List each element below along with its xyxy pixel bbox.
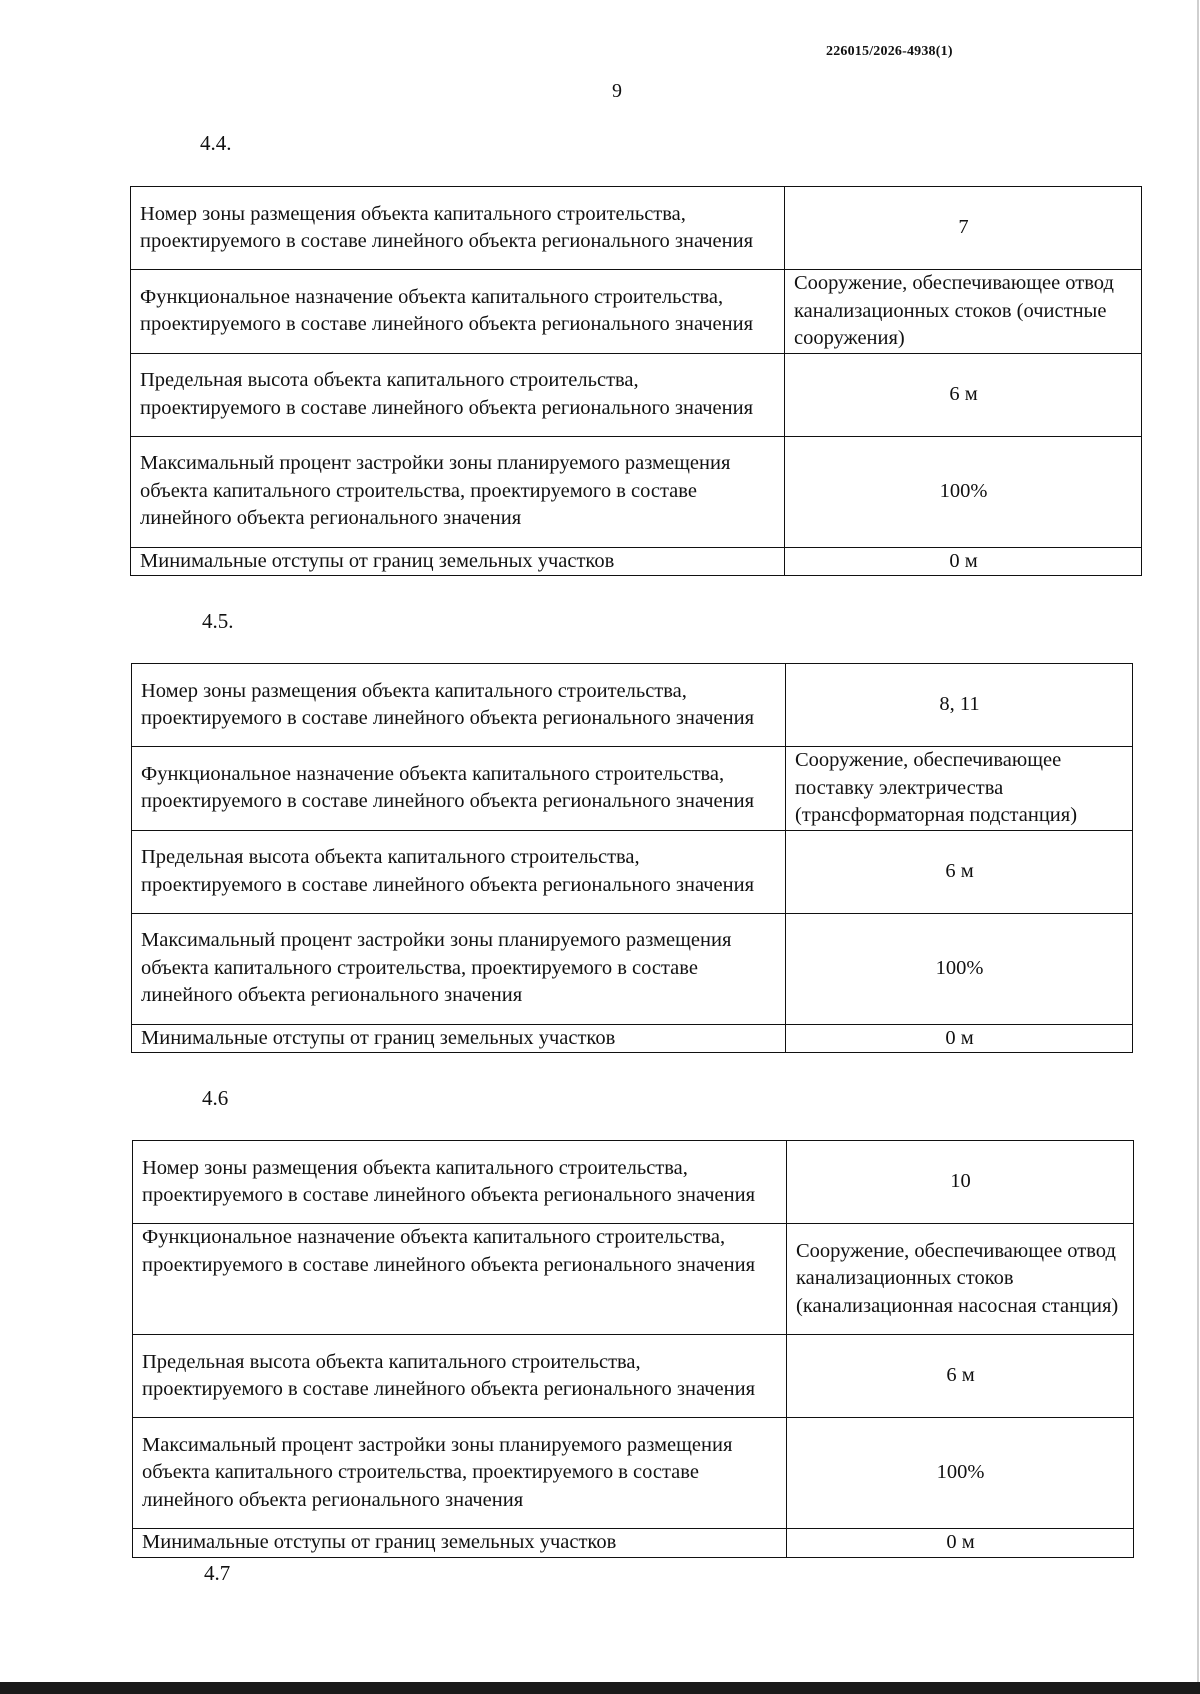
scan-border-bar [0, 1682, 1200, 1694]
row-label: Функциональное назначение объекта капитального строительства, проектируемого в составе линейного объекта регионального значения [133, 1224, 787, 1335]
table-row [132, 747, 1133, 831]
row-value: 100% [787, 1418, 1134, 1529]
properties-table-4-5 [131, 663, 1133, 1053]
table-row [132, 830, 1133, 913]
row-label: Предельная высота объекта капитального строительства, проектируемого в составе линейного объекта регионального значения [131, 353, 785, 436]
table-row [131, 270, 1142, 354]
row-value: Сооружение, обеспечивающее отвод канализационных стоков (канализационная насосная станция) [787, 1224, 1134, 1335]
row-label: Номер зоны размещения объекта капитального строительства, проектируемого в составе линейного объекта регионального значения [133, 1141, 787, 1224]
table-row [132, 664, 1133, 747]
row-label: Минимальные отступы от границ земельных участков [133, 1529, 787, 1558]
table-row [133, 1529, 1134, 1558]
section-label-4-7: 4.7 [204, 1561, 231, 1585]
properties-table-4-4 [130, 186, 1142, 576]
table-row [133, 1335, 1134, 1418]
section-label-4-4: 4.4. [200, 131, 232, 155]
row-value: Сооружение, обеспечивающее отвод канализационных стоков (очистные сооружения) [785, 270, 1142, 354]
row-value: 0 м [786, 1024, 1133, 1053]
row-label: Максимальный процент застройки зоны планируемого размещения объекта капитального строительства, проектируемого в составе линейного объекта регионального значения [132, 913, 786, 1024]
row-value: 6 м [787, 1335, 1134, 1418]
table-row [133, 1418, 1134, 1529]
table-row [131, 436, 1142, 547]
section-label-4-6: 4.6 [202, 1086, 229, 1110]
row-value: 100% [786, 913, 1133, 1024]
row-label: Максимальный процент застройки зоны планируемого размещения объекта капитального строительства, проектируемого в составе линейного объекта регионального значения [133, 1418, 787, 1529]
row-value: 0 м [785, 547, 1142, 576]
document-id: 226015/2026-4938(1) [826, 44, 953, 59]
table-row [133, 1141, 1134, 1224]
page-number: 9 [612, 80, 622, 102]
row-label: Максимальный процент застройки зоны планируемого размещения объекта капитального строительства, проектируемого в составе линейного объекта регионального значения [131, 436, 785, 547]
table-row [133, 1224, 1134, 1335]
table-row [131, 547, 1142, 576]
row-value: 8, 11 [786, 664, 1133, 747]
table-row [131, 353, 1142, 436]
row-label: Номер зоны размещения объекта капитального строительства, проектируемого в составе линейного объекта регионального значения [132, 664, 786, 747]
row-value: 0 м [787, 1529, 1134, 1558]
section-label-4-5: 4.5. [202, 609, 234, 633]
row-label: Номер зоны размещения объекта капитального строительства, проектируемого в составе линейного объекта регионального значения [131, 187, 785, 270]
table-row [132, 913, 1133, 1024]
properties-table-4-6 [132, 1140, 1134, 1558]
row-value: Сооружение, обеспечивающее поставку электричества (трансформаторная подстанция) [786, 747, 1133, 831]
row-value: 6 м [785, 353, 1142, 436]
row-value: 100% [785, 436, 1142, 547]
table-row [131, 187, 1142, 270]
row-label: Функциональное назначение объекта капитального строительства, проектируемого в составе линейного объекта регионального значения [131, 270, 785, 354]
scan-edge-line [1197, 0, 1199, 1682]
row-label: Предельная высота объекта капитального строительства, проектируемого в составе линейного объекта регионального значения [133, 1335, 787, 1418]
row-label: Минимальные отступы от границ земельных участков [132, 1024, 786, 1053]
row-value: 7 [785, 187, 1142, 270]
row-value: 10 [787, 1141, 1134, 1224]
table-row [132, 1024, 1133, 1053]
row-label: Предельная высота объекта капитального строительства, проектируемого в составе линейного объекта регионального значения [132, 830, 786, 913]
row-value: 6 м [786, 830, 1133, 913]
row-label: Минимальные отступы от границ земельных участков [131, 547, 785, 576]
row-label: Функциональное назначение объекта капитального строительства, проектируемого в составе линейного объекта регионального значения [132, 747, 786, 831]
